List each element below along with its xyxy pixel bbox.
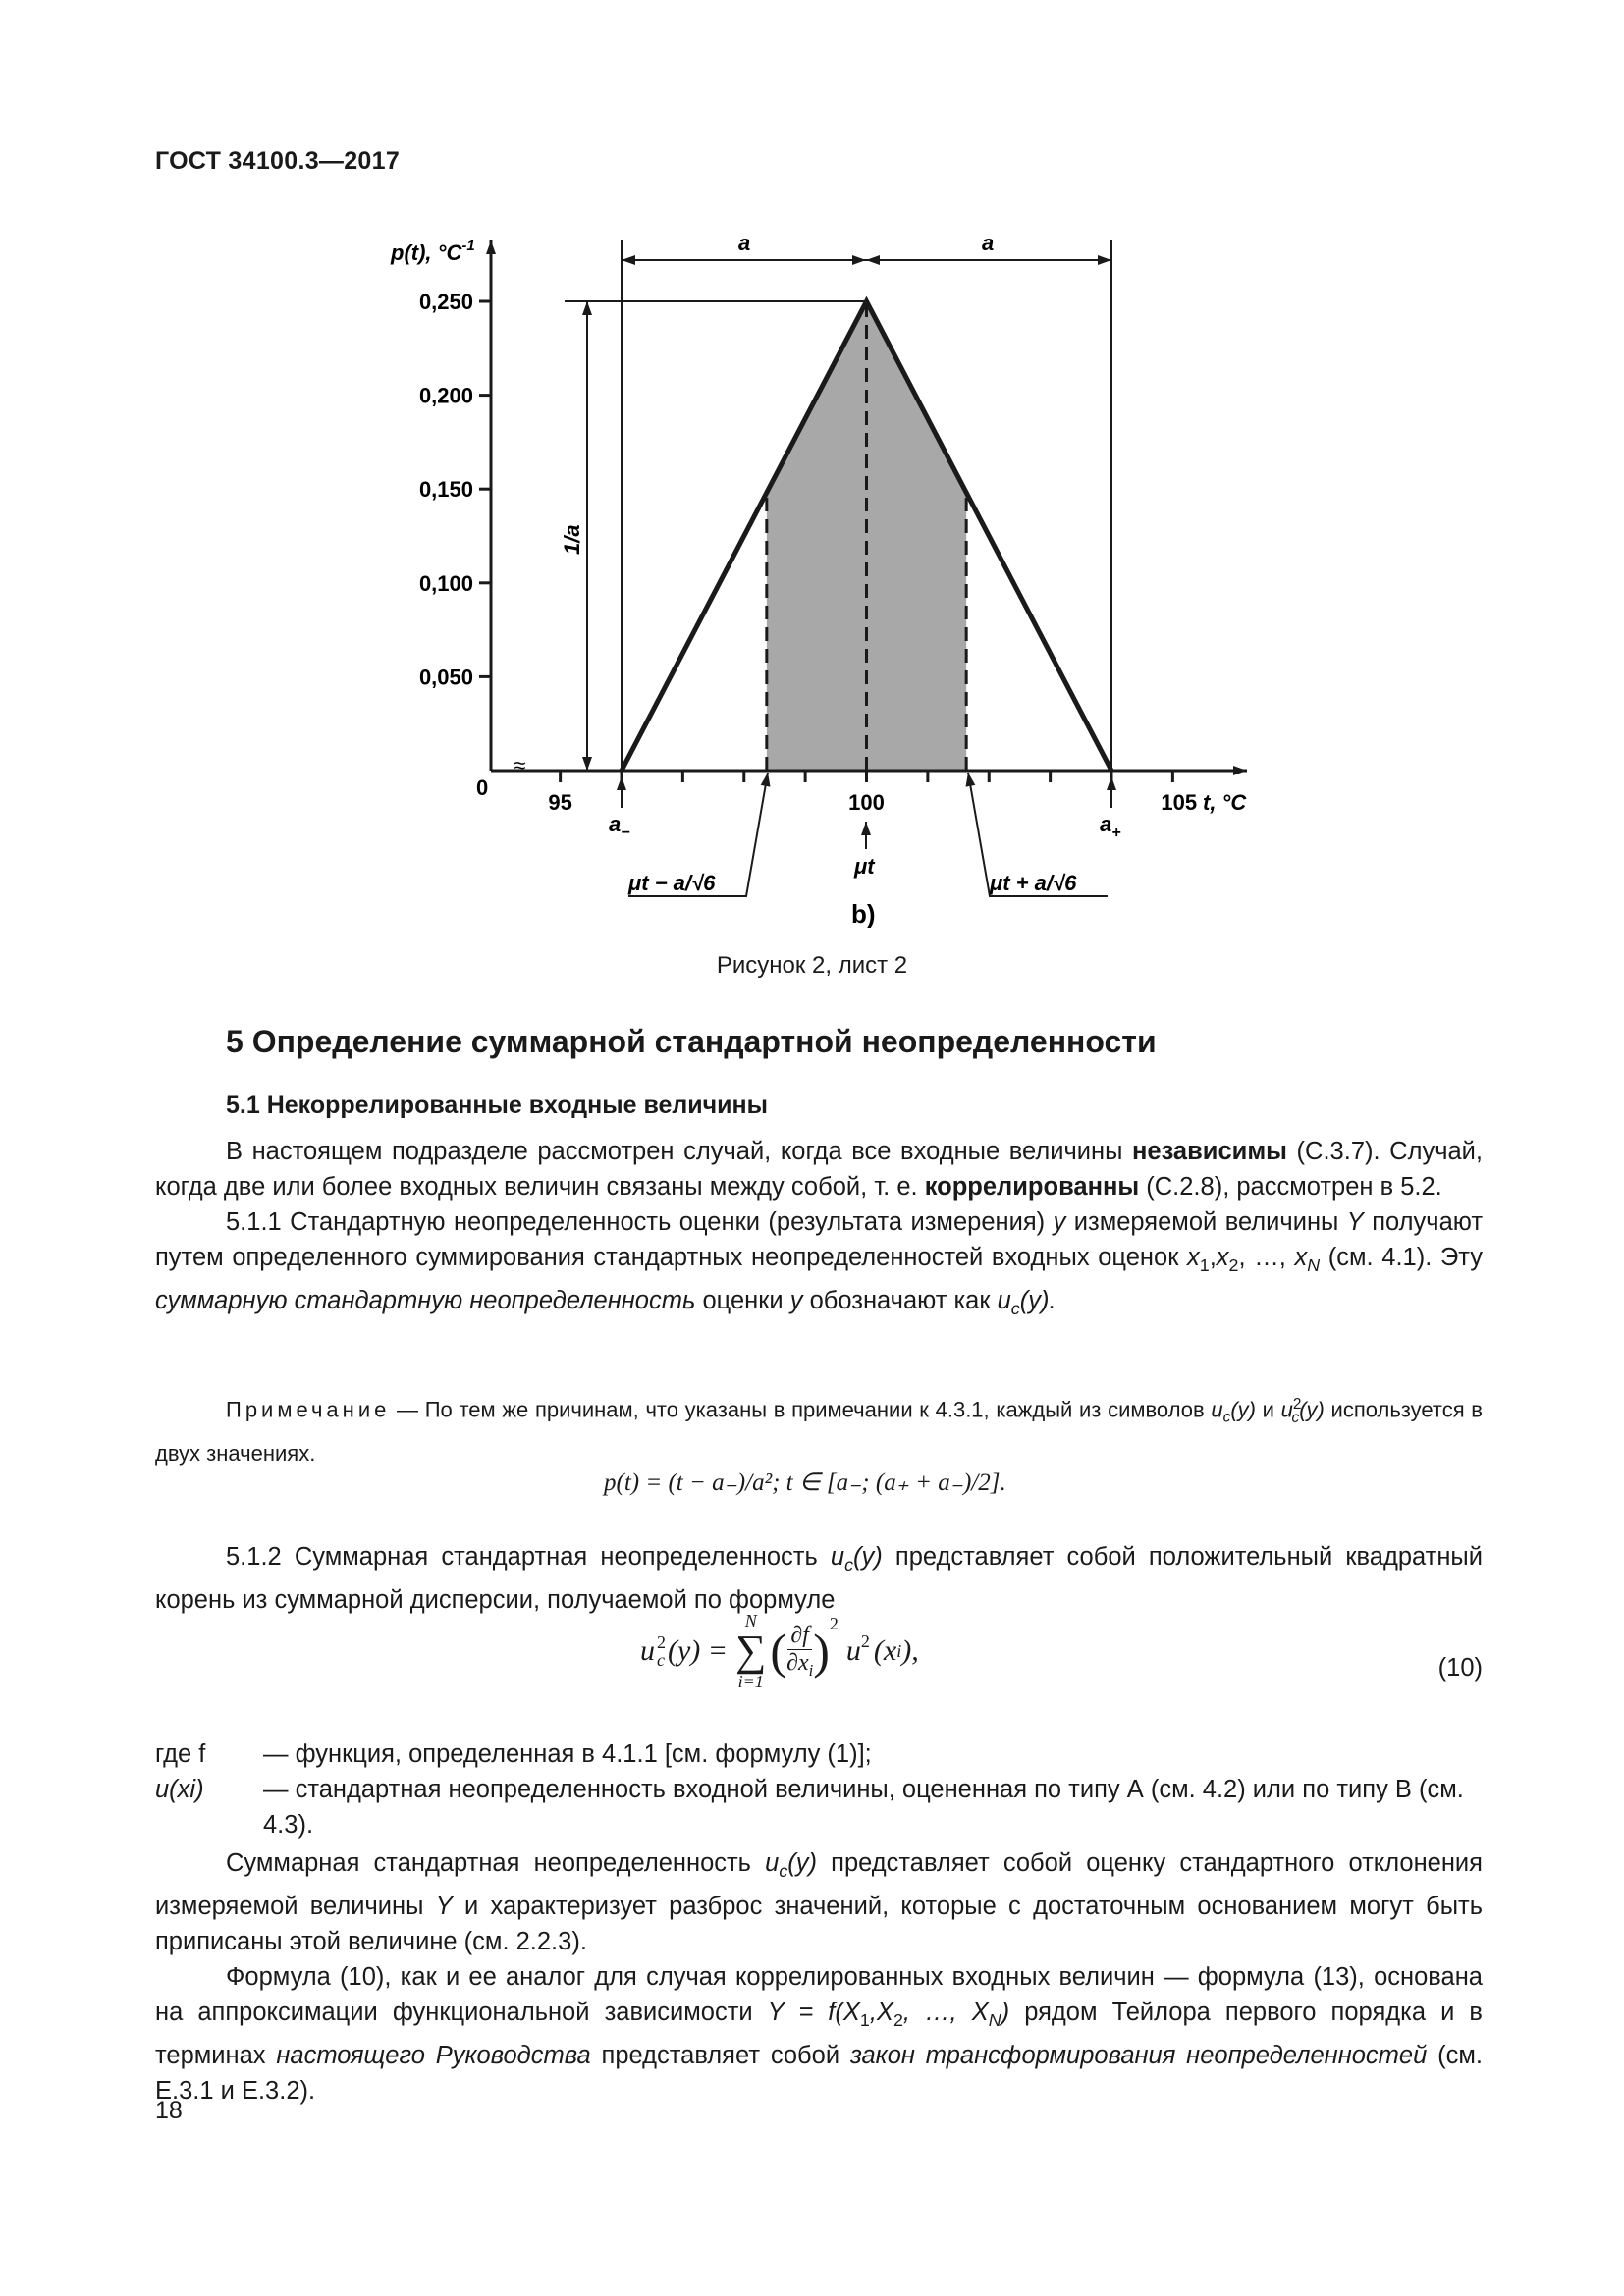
dimension-a-left-label: a	[738, 231, 751, 255]
paragraph-5-1-2: 5.1.2 Суммарная стандартная неопределенность $u_c(y)$ представляет собой положительный квадратный корень из суммарной дисперсии, получаемой по формуле	[155, 1543, 1483, 1615]
triangular-distribution-figure	[373, 221, 1257, 928]
definition-f: где f — функция, определенная в 4.1.1 [см. формулу (1)];	[155, 1740, 872, 1768]
subsection-title: 5.1 Некоррелированные входные величины	[226, 1092, 768, 1119]
x-axis-label: t, °C	[1203, 790, 1247, 815]
figure-caption: Рисунок 2, лист 2	[716, 952, 908, 979]
paragraph-5-1-1: 5.1.1 Стандартную неопределенность оценки (результата измерения) y измеряемой величины Y получают путем определенного суммирования стандартных неопределенностей входных оценок $x_1,x_2$, …, $x_N$ (см. 4.1). Эту суммарную стандартную неопределенность оценки y обозначают как $u_c(y)$.	[155, 1208, 1484, 1319]
paragraph-independent: В настоящем подразделе рассмотрен случай, когда все входные величины независимы (С.3.7). Случай, когда две или более входных величин связаны между собой, т. е. коррелированны (С.2.8), рассмотрен в 5.2. 5.1.1 Стандартную неопределенность оценки (результата измерения) y измеряемой величины Y получают путем определенного суммирования стандартных неопределенностей входных оценок $x_1,x_2$, …, $x_N$ (см. 4.1). Эту суммарную стандартную неопределенность оценки y обозначают как $u_c(y)$.	[155, 1134, 1483, 1326]
y-tick-label: 0,200	[418, 383, 473, 408]
paragraph-combined-uncertainty: Суммарная стандартная неопределенность $u_c(y)$ представляет собой оценку стандартного отклонения измеряемой величины Y и характеризует разброс значений, которые с достаточным основанием могут быть приписаны этой величине (см. 2.2.3). Формула (10), как и ее аналог для случая коррелированных входных величин — формула (13), основана на аппроксимации функциональной зависимости $Y = f(X_1,X_2$, …, $X_N$) рядом Тейлора первого порядка и в терминах настоящего Руководства представляет собой закон трансформирования неопределенностей (см. Е.3.1 и Е.3.2).	[155, 1845, 1483, 2109]
panel-label: b)	[851, 899, 876, 928]
dimension-a-right-label: a	[982, 231, 995, 255]
dimension-height-label: 1/a	[560, 524, 584, 555]
mu-label: μt	[854, 854, 875, 879]
section-title: 5 Определение суммарной стандартной неопределенности	[226, 1024, 1157, 1059]
x-tick-label: 95	[548, 790, 572, 815]
formula-10: u 2 c (y) = N ∑ i=1 ( ∂f $\partial x_i$ ) 2 u 2 (x i ),	[640, 1611, 919, 1691]
document-header: ГОСТ 34100.3—2017	[155, 147, 401, 175]
a-plus-label: $a_+$	[1100, 812, 1121, 841]
paragraph-formula-10-basis: Формула (10), как и ее аналог для случая коррелированных входных величин — формула (13), основана на аппроксимации функциональной зависимости $Y = f(X_1,X_2$, …, $X_N$) рядом Тейлора первого порядка и в терминах настоящего Руководства представляет собой закон трансформирования неопределенностей (см. Е.3.1 и Е.3.2).	[155, 1963, 1483, 2106]
definition-u-xi: u(xi) — стандартная неопределенность входной величины, оцененная по типу А (см. 4.2) или по типу В (см. 4.3).	[155, 1776, 1464, 1839]
page-number: 18	[155, 2097, 183, 2124]
x-ticks	[548, 771, 1197, 815]
y-tick-label: 0,100	[418, 570, 473, 596]
x-tick-label: 100	[848, 790, 885, 815]
y-tick-label: 0,150	[418, 477, 473, 503]
y-tick-label: 0,050	[418, 665, 473, 690]
formula-number: (10)	[1437, 1654, 1483, 1682]
y-tick-label: 0,250	[418, 290, 473, 314]
mu-minus-label: μt − a/√6	[628, 871, 716, 895]
note-formula: p(t) = (t − a₋)/a²; t ∈ [a₋; (a₊ + a₋)/2].	[604, 1469, 1006, 1496]
x-tick-label: 105	[1161, 790, 1198, 815]
y-axis-label: p(t), $^\circ C^{-1}$	[391, 238, 475, 265]
mu-plus-label: μt + a/√6	[990, 871, 1077, 895]
definitions-list	[155, 1736, 1483, 1842]
axis-break-icon: ≈	[514, 753, 526, 777]
note-paragraph: Примечание — По тем же причинам, что указаны в примечании к 4.3.1, каждый из символов $u_c(y)$ и $u^2_c(y)$ используется в двух значениях.	[155, 1396, 1483, 1466]
a-minus-label: $a_-$	[609, 812, 630, 841]
y-ticks	[419, 290, 491, 689]
origin-label: 0	[476, 775, 489, 800]
